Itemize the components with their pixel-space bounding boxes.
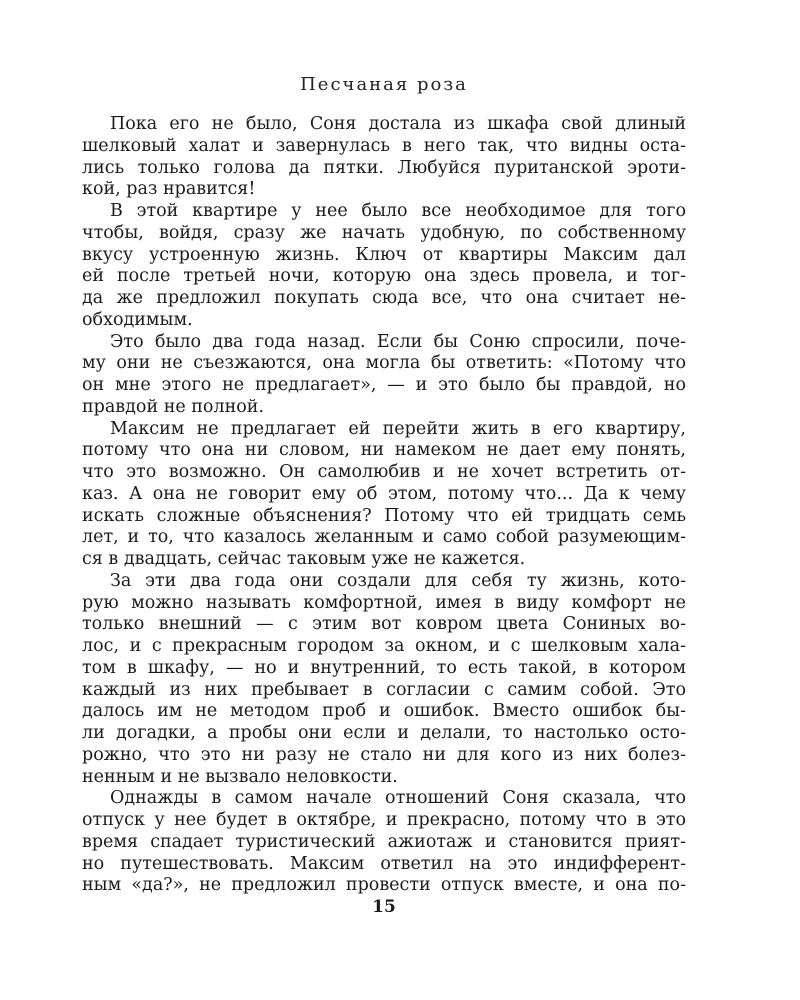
text-line: му они не съезжаются, она могла бы ответить: «Потому что [82,353,686,374]
text-line: время спадает туристический ажиотаж и становится прият- [82,831,686,852]
text-line: Максим не предлагает ей перейти жить в его квартиру, [110,418,686,439]
text-line: ей после третьей ночи, которую она здесь провела, и тог- [82,266,686,287]
text-line: потому что она ни словом, ни намеком не дает ему понять, [82,440,686,461]
text-line: вкусу устроенную жизнь. Ключ от квартиры Максим дал [82,244,686,265]
text-line: рожно, что это ни разу не стало ни для кого из них болез- [82,744,686,765]
text-line: ли догадки, а пробы они если и делали, то настолько осто- [82,723,686,743]
text-line: ся в двадцать, сейчас таковым уже не кажется. [82,549,526,569]
text-line: он мне этого не предлагает», — и это было бы правдой, но [82,375,686,395]
text-line: Это было два года назад. Если бы Соню спросили, поче- [110,331,686,352]
text-line: ным «да?», не предложил провести отпуск вместе, и она по- [82,875,686,896]
text-line: шелковый халат и завернулась в него так, что видны оста- [82,135,686,156]
text-line: лос, и с прекрасным городом за окном, и с шелковым хала- [82,636,686,656]
text-line: чтобы, войдя, сразу же начать удобную, по собственному [82,222,686,243]
text-line: кой, раз нравится! [82,179,256,200]
text-line: обходимым. [82,309,193,330]
text-line: За эти два года они создали для себя ту жизнь, кото- [110,570,686,591]
running-head: Песчаная роза [300,74,468,95]
text-line: отпуск у нее будет в октябре, и прекрасно, потому что в это [82,810,686,830]
text-line: ненным и не вызвало неловкости. [82,766,398,787]
text-line: что это возможно. Он самолюбив и не хочет встретить от- [82,462,686,482]
text-line: лет, и то, что казалось желанным и само собой разумеющим- [82,527,686,548]
text-line: В этой квартире у нее было все необходимое для того [110,201,686,221]
text-line: правдой не полной. [82,396,265,417]
text-line: лись только голова да пятки. Любуйся пуританской эроти- [82,157,686,178]
text-line: рую можно называть комфортной, имея в виду комфорт не [82,592,686,613]
text-line: только внешний — с этим вот ковром цвета Сониных во- [82,614,686,635]
text-line: каз. А она не говорит ему об этом, потому что... Да к чему [82,483,686,504]
body-text [82,114,686,897]
text-line: Однажды в самом начале отношений Соня сказала, что [110,788,686,809]
page-number: 15 [372,897,396,917]
text-line: далось им не методом проб и ошибок. Вместо ошибок бы- [82,701,686,722]
text-line: том в шкафу, — но и внутренний, то есть такой, в котором [82,657,686,678]
text-line: каждый из них пребывает в согласии с самим собой. Это [82,679,686,700]
text-line: Пока его не было, Соня достала из шкафа свой длиный [110,114,686,134]
text-line: да же предложил покупать сюда все, что она считает не- [82,288,686,308]
text-line: искать сложные объяснения? Потому что ей тридцать семь [82,505,686,526]
text-line: но путешествовать. Максим ответил на это индифферент- [82,853,686,874]
